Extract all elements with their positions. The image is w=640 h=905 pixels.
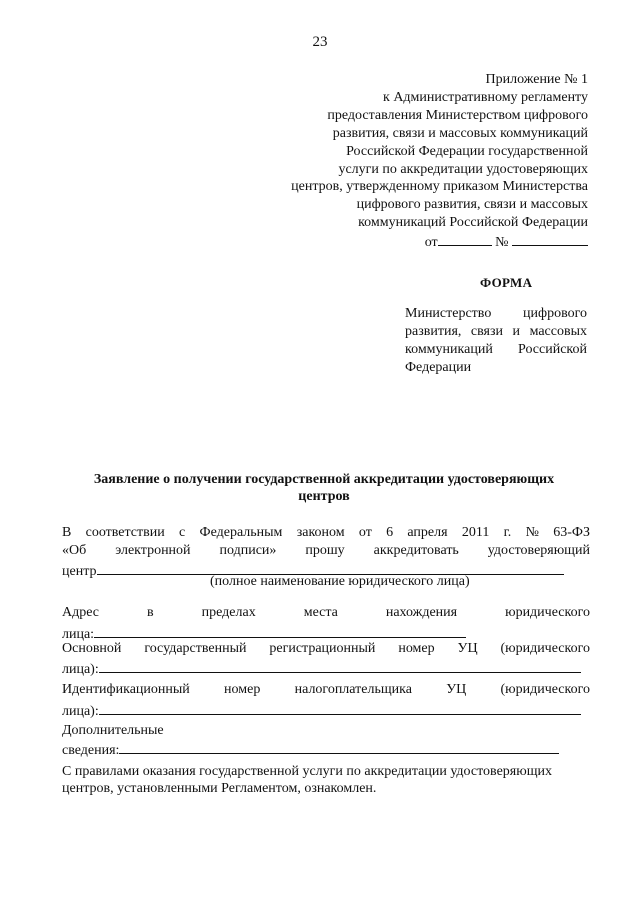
inn-blank[interactable]: [99, 701, 581, 715]
word: юридического: [505, 605, 590, 620]
date-blank: [438, 232, 492, 246]
appendix-line: Приложение № 1: [485, 72, 588, 87]
word: В: [62, 525, 72, 540]
word: и: [512, 324, 521, 339]
appendix-line: Российской Федерации государственной: [346, 143, 588, 159]
body-line: [62, 543, 590, 559]
ack-line: С правилами оказания государственной услуги по аккредитации удостоверяющих: [62, 764, 552, 779]
appendix-date-line: [291, 232, 588, 252]
word: места: [303, 605, 338, 620]
number-sign: №: [495, 235, 509, 251]
word: от: [358, 525, 372, 540]
word: нахождения: [385, 605, 458, 620]
body-line: [62, 641, 590, 657]
word: связи: [470, 324, 504, 339]
field-label: Дополнительные: [62, 723, 164, 738]
word: государственный: [144, 641, 247, 656]
word: Идентификационный: [62, 682, 190, 697]
word: пределах: [201, 605, 256, 620]
word: г.: [503, 525, 512, 540]
word: удостоверяющий: [487, 543, 590, 558]
org-name-caption: (полное наименование юридического лица): [210, 574, 470, 589]
word: Министерство: [405, 306, 492, 321]
word: законом: [296, 525, 345, 540]
body-line: [62, 701, 581, 720]
field-label: лица:: [62, 627, 95, 642]
body-line: [62, 682, 590, 698]
extra-info-blank[interactable]: [119, 740, 559, 754]
word: с: [179, 525, 186, 540]
body-line: [62, 605, 590, 621]
ministry-line: [405, 305, 587, 323]
ministry-line: [405, 359, 587, 377]
appendix-line: центров, утвержденному приказом Министерства: [291, 179, 588, 195]
word: Основной: [62, 641, 122, 656]
word: в: [147, 605, 154, 620]
appendix-line: услуги по аккредитации удостоверяющих: [338, 161, 588, 177]
word: налогоплательщика: [294, 682, 412, 697]
org-name-blank[interactable]: [97, 561, 564, 575]
ack-line: центров, установленными Регламентом, ознакомлен.: [62, 781, 377, 796]
word: 2011: [461, 525, 490, 540]
word: УЦ: [457, 641, 478, 656]
address-blank[interactable]: [94, 624, 466, 638]
word: развития,: [405, 324, 462, 339]
word: коммуникаций: [405, 342, 493, 357]
word: регистрационный: [269, 641, 376, 656]
ministry-line: [405, 323, 587, 341]
appendix-header: [291, 71, 588, 252]
number-blank: [512, 232, 588, 246]
word: (юридического: [500, 641, 590, 656]
appendix-line: цифрового развития, связи и массовых: [356, 197, 588, 213]
word: электронной: [115, 543, 191, 558]
word: подписи»: [219, 543, 277, 558]
page-number: 23: [312, 34, 328, 50]
word: Федеральным: [199, 525, 283, 540]
word: Адрес: [62, 605, 100, 620]
ogrn-blank[interactable]: [99, 659, 581, 673]
word: номер: [224, 682, 261, 697]
word: (юридического: [500, 682, 590, 697]
word: прошу: [305, 543, 345, 558]
field-label: лица):: [62, 662, 99, 677]
word: цифрового: [523, 306, 587, 321]
word: 63-ФЗ: [553, 525, 590, 540]
word: соответствии: [85, 525, 165, 540]
field-label: сведения:: [62, 743, 120, 758]
word: массовых: [529, 324, 587, 339]
body-line: [62, 525, 590, 541]
appendix-line: коммуникаций Российской Федерации: [358, 215, 588, 231]
appendix-line: предоставления Министерством цифрового: [327, 107, 588, 123]
date-prefix: от: [424, 235, 438, 251]
word: апреля: [407, 525, 448, 540]
word: Российской: [518, 342, 587, 357]
field-label: центр: [62, 564, 97, 579]
ministry-addressee: [405, 305, 587, 377]
word: №: [525, 525, 539, 540]
word: «Об: [62, 543, 87, 558]
ministry-line: [405, 341, 587, 359]
word: номер: [398, 641, 435, 656]
body-line: [62, 740, 559, 759]
field-label: лица):: [62, 704, 99, 719]
word: 6: [386, 525, 394, 540]
word: УЦ: [446, 682, 467, 697]
appendix-line: к Административному регламенту: [383, 89, 588, 105]
form-label: ФОРМА: [480, 275, 533, 290]
document-title: Заявление о получении государственной аккредитации удостоверяющих центров: [93, 472, 555, 504]
word: Федерации: [405, 360, 472, 375]
appendix-line: развития, связи и массовых коммуникаций: [332, 125, 588, 141]
body-line: [62, 659, 581, 678]
word: аккредитовать: [373, 543, 459, 558]
